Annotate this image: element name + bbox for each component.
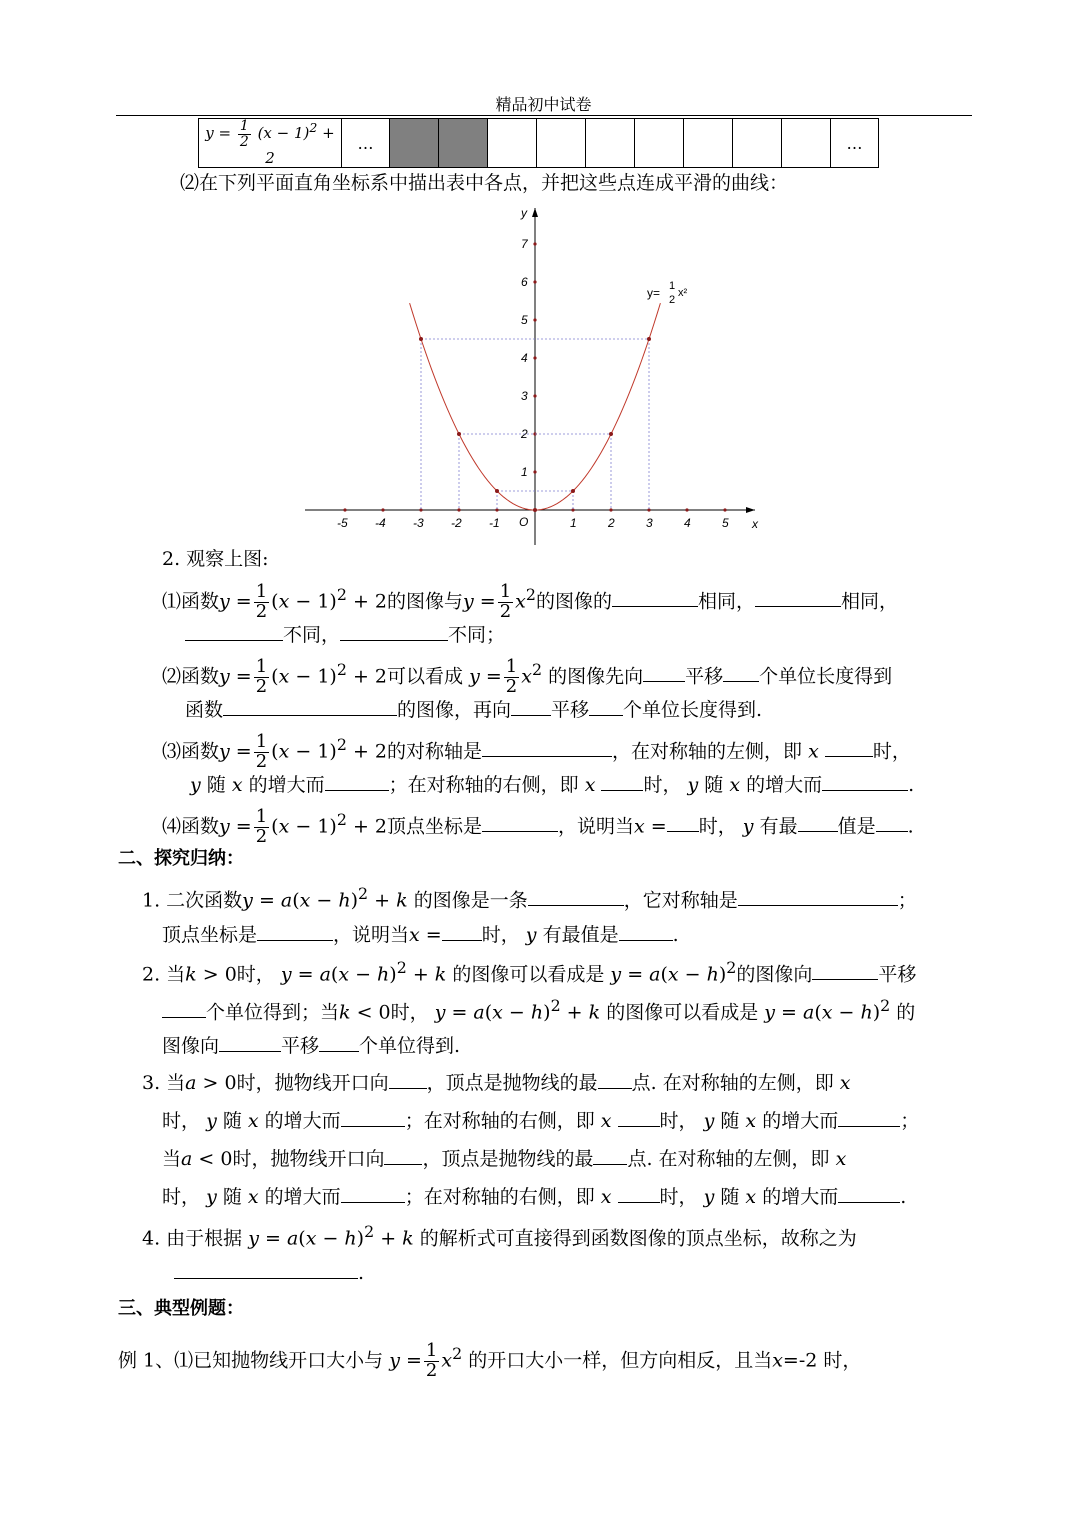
y-tick-label: 1 <box>521 465 528 479</box>
x-tick-dot <box>723 508 726 511</box>
answer-blank[interactable] <box>838 1108 900 1127</box>
induction-4-line1: 4. 由于根据 $y = a(x - h)^2 + k$ 的解析式可直接得到函数图像的顶点坐标，故称之为 <box>142 1222 857 1250</box>
induction-3-line3: 当a < 0时，抛物线开口向 ，顶点是抛物线的最 点. 在对称轴的左侧，即 x <box>162 1148 847 1170</box>
x-tick-label: -1 <box>489 516 500 530</box>
answer-blank[interactable] <box>319 1033 359 1052</box>
y-tick-label: 2 <box>521 427 528 441</box>
answer-blank[interactable] <box>589 697 623 716</box>
table-cell-empty[interactable] <box>782 119 831 168</box>
observe-q2-line2: 函数 的图像，再向 平移 个单位长度得到. <box>185 699 763 721</box>
x-tick-label: -2 <box>451 516 462 530</box>
x-tick-dot <box>343 508 346 511</box>
answer-blank[interactable] <box>838 1184 900 1203</box>
answer-blank[interactable] <box>482 738 612 757</box>
origin-label: O <box>519 515 529 529</box>
induction-4-line2: . <box>174 1260 364 1285</box>
section-3-title: 三、典型例题： <box>118 1298 244 1319</box>
y-tick-dot <box>533 280 536 283</box>
induction-2-line1: 2. 当k > 0时， $y = a(x - h)^2 + k$ 的图像可以看成是 $y = a(x - h)^2$的图像向 平移 <box>142 958 917 986</box>
table-row <box>199 119 879 168</box>
y-tick-label: 3 <box>521 389 528 403</box>
answer-blank[interactable] <box>643 663 685 682</box>
y-tick-dot <box>533 470 536 473</box>
x-tick-label: 3 <box>646 516 653 530</box>
table-cell-shaded <box>439 119 488 168</box>
data-point <box>495 489 499 493</box>
induction-1-line1: 1. 二次函数$y = a(x - h)^2 + k$ 的图像是一条 ，它对称轴是 ； <box>142 884 917 912</box>
observe-q3-line1: ⑶函数y = $\frac{1}{2}$ $(x - 1)^2 + 2$的对称轴是 ，在对称轴的左侧，即 x 时， <box>162 731 911 772</box>
x-tick-label: 4 <box>684 516 691 530</box>
data-point <box>457 432 461 436</box>
table-ellipsis-left: … <box>342 119 390 168</box>
answer-blank[interactable] <box>384 1146 422 1165</box>
answer-blank[interactable] <box>601 772 643 791</box>
answer-blank[interactable] <box>755 588 841 607</box>
x-tick-label: -5 <box>337 516 348 530</box>
induction-1-line2: 顶点坐标是 ，说明当x = 时， y 有最值是 . <box>162 924 679 946</box>
induction-3-line2: 时， y 随 x 的增大而 ；在对称轴的右侧，即 x 时， y 随 x 的增大而 ； <box>162 1110 920 1132</box>
answer-blank[interactable] <box>812 961 878 980</box>
observe-title: 2. 观察上图: <box>162 548 269 570</box>
table-cell-empty[interactable] <box>733 119 782 168</box>
data-point <box>571 489 575 493</box>
induction-2-line3: 图像向 平移 个单位得到. <box>162 1035 461 1057</box>
answer-blank[interactable] <box>612 588 698 607</box>
header-divider <box>116 115 972 116</box>
answer-blank[interactable] <box>723 663 759 682</box>
curve-label-num: 1 <box>669 280 676 292</box>
answer-blank[interactable] <box>482 813 558 832</box>
y-tick-label: 6 <box>521 275 528 289</box>
answer-blank[interactable] <box>738 887 898 906</box>
table-cell-empty[interactable] <box>488 119 537 168</box>
table-formula-cell: y = $\frac{1}{2}$ $(x - 1)^2 + 2$ <box>199 119 342 168</box>
answer-blank[interactable] <box>257 922 333 941</box>
y-tick-dot <box>533 242 536 245</box>
answer-blank[interactable] <box>511 697 551 716</box>
answer-blank[interactable] <box>162 999 206 1018</box>
y-tick-label: 4 <box>521 351 528 365</box>
table-cell-empty[interactable] <box>635 119 684 168</box>
y-axis-arrow <box>532 208 538 217</box>
example-1-line1: 例 1、⑴已知抛物线开口大小与 y = $\frac{1}{2}$ $x^2$ 的开口大小一样，但方向相反，且当x=-2 时， <box>118 1340 862 1381</box>
observe-q3-line2: y 随 x 的增大而 ；在对称轴的右侧，即 x 时， y 随 x 的增大而 . <box>190 774 915 796</box>
answer-blank[interactable] <box>798 813 838 832</box>
table-cell-empty[interactable] <box>684 119 733 168</box>
parabola-chart <box>295 200 775 550</box>
y-tick-label: 5 <box>521 313 528 327</box>
data-point <box>609 432 613 436</box>
answer-blank[interactable] <box>219 1033 281 1052</box>
answer-blank[interactable] <box>825 738 873 757</box>
y-tick-dot <box>533 318 536 321</box>
answer-blank[interactable] <box>223 697 397 716</box>
value-table <box>198 118 879 168</box>
answer-blank[interactable] <box>528 887 624 906</box>
x-tick-label: -4 <box>375 516 386 530</box>
x-axis-label: x <box>752 517 758 531</box>
answer-blank[interactable] <box>442 922 482 941</box>
table-ellipsis-right: … <box>831 119 879 168</box>
section-2-title: 二、探究归纳： <box>118 848 244 869</box>
y-tick-dot <box>533 356 536 359</box>
induction-2-line2: 个单位得到；当k < 0时， $y = a(x - h)^2 + k$ 的图像可以看成是 $y = a(x - h)^2$ 的 <box>162 996 915 1024</box>
page-header: 精品初中试卷 <box>495 95 592 114</box>
data-point <box>533 508 537 512</box>
table-cell-empty[interactable] <box>586 119 635 168</box>
observe-q1-line1: ⑴函数y = $\frac{1}{2}$ $(x - 1)^2 + 2$的图像与y = $\frac{1}{2}$ $x^2$的图像的 相同， 相同， <box>162 581 899 622</box>
x-tick-label: 1 <box>570 516 577 530</box>
answer-blank[interactable] <box>340 622 448 641</box>
question-1-2: ⑵在下列平面直角坐标系中描出表中各点，并把这些点连成平滑的曲线： <box>180 172 789 194</box>
table-cell-empty[interactable] <box>537 119 586 168</box>
answer-blank[interactable] <box>598 1070 632 1089</box>
y-axis-label: y <box>521 206 527 220</box>
answer-blank[interactable] <box>822 772 908 791</box>
answer-blank[interactable] <box>389 1070 427 1089</box>
y-tick-label: 7 <box>521 237 528 251</box>
data-point <box>647 337 651 341</box>
x-tick-label: 5 <box>722 516 729 530</box>
induction-3-line1: 3. 当a > 0时，抛物线开口向 ，顶点是抛物线的最 点. 在对称轴的左侧，即 x <box>142 1072 851 1094</box>
x-tick-label: -3 <box>413 516 424 530</box>
data-point <box>419 337 423 341</box>
y-tick-dot <box>533 394 536 397</box>
answer-blank[interactable] <box>174 1260 358 1279</box>
induction-3-line4: 时， y 随 x 的增大而 ；在对称轴的右侧，即 x 时， y 随 x 的增大而 . <box>162 1186 907 1208</box>
x-tick-dot <box>685 508 688 511</box>
observe-q4: ⑷函数y = $\frac{1}{2}$ $(x - 1)^2 + 2$顶点坐标是 ，说明当x = 时， y 有最 值是 . <box>162 806 914 847</box>
curve-label-var: x² <box>678 287 688 299</box>
observe-q1-line2: 不同， 不同； <box>185 622 505 647</box>
curve-label-den: 2 <box>669 294 676 306</box>
answer-blank[interactable] <box>185 622 283 641</box>
observe-q2-line1: ⑵函数y = $\frac{1}{2}$ $(x - 1)^2 + 2$可以看成 y = $\frac{1}{2}$ $x^2$ 的图像先向 平移 个单位长度得到 <box>162 656 893 697</box>
x-tick-label: 2 <box>608 516 615 530</box>
curve-label: y= <box>647 286 661 300</box>
answer-blank[interactable] <box>325 772 389 791</box>
answer-blank[interactable] <box>618 1108 660 1127</box>
x-tick-dot <box>381 508 384 511</box>
answer-blank[interactable] <box>618 1184 660 1203</box>
answer-blank[interactable] <box>667 813 699 832</box>
answer-blank[interactable] <box>341 1108 405 1127</box>
answer-blank[interactable] <box>593 1146 627 1165</box>
answer-blank[interactable] <box>619 922 673 941</box>
answer-blank[interactable] <box>341 1184 405 1203</box>
table-cell-shaded <box>390 119 439 168</box>
answer-blank[interactable] <box>876 813 908 832</box>
x-axis-arrow <box>746 507 755 513</box>
